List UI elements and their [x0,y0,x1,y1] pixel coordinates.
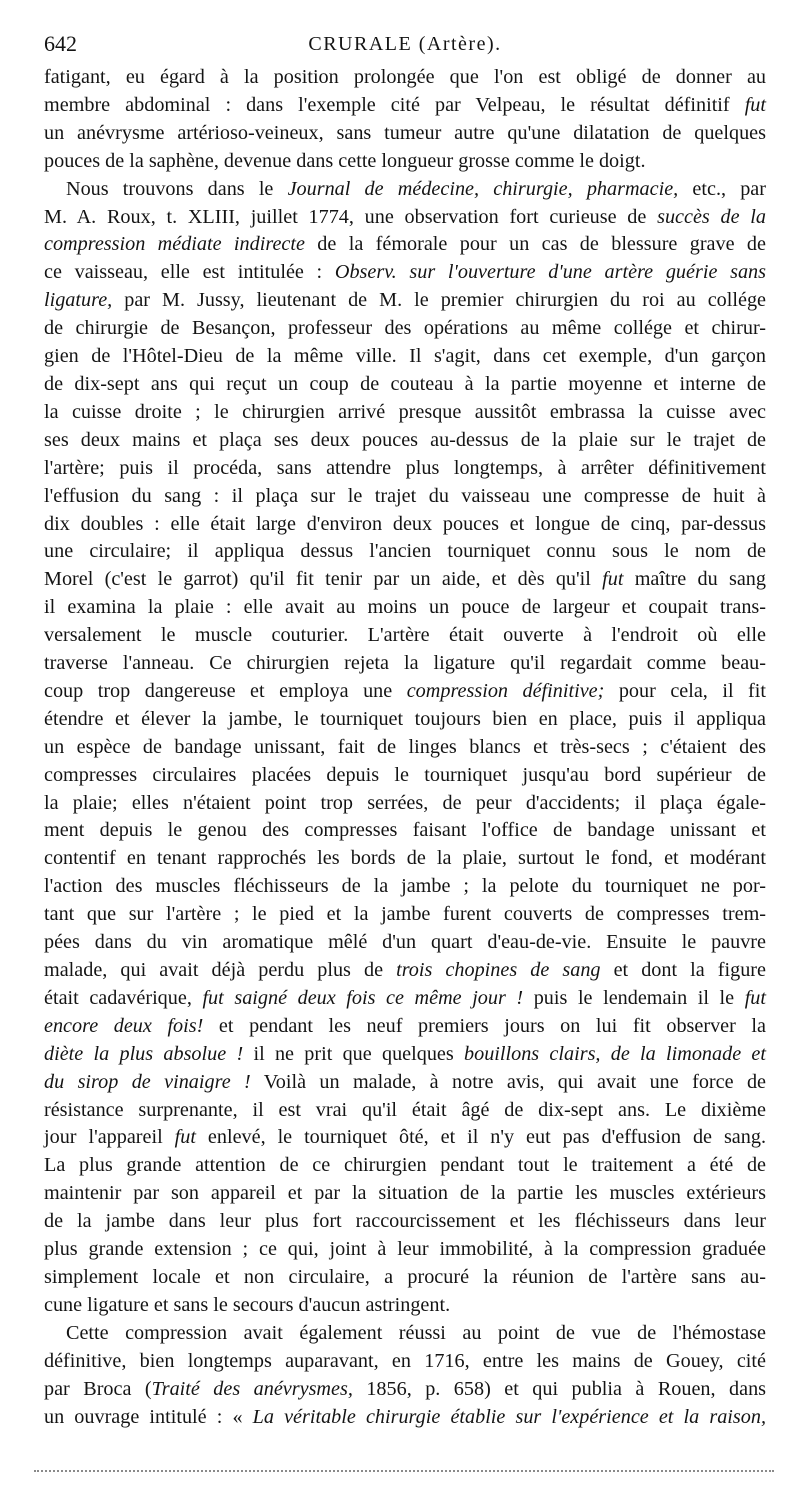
text-line: un anévrysme artérioso-veineux, sans tumeur autre qu'une dilatation de quelques [44,121,766,144]
text-line: il examina la plaie : elle avait au moins un pouce de largeur et coupait trans- [44,596,766,619]
text-line: La plus grande attention de ce chirurgien pendant tout le traitement a été de [44,1154,766,1177]
text-line: gien de l'Hôtel-Dieu de la même ville. Il s'agit, dans cet exemple, d'un garçon [44,345,766,368]
text-line: malade, qui avait déjà perdu plus de trois chopines de sang et dont la figure [44,959,766,981]
text-line: Cette compression avait également réussi au point de vue de l'hémostase [66,1321,766,1344]
body-text [44,64,766,1431]
text-line: la cuisse droite ; le chirurgien arrivé presque aussitôt embrassa la cuisse avec [44,400,766,423]
text-line: par Broca (Traité des anévrysmes, 1856, p. 658) et qui publia à Rouen, dans [44,1377,767,1400]
text-line: de chirurgie de Besançon, professeur des opérations au même collége et chirur- [44,317,766,340]
text-line: résistance surprenante, il est vrai qu'il était âgé de dix-sept ans. Le dixième [44,1098,766,1121]
paragraph [44,64,766,176]
text-line: contentif en tenant rapprochés les bords de la plaie, surtout le fond, et modérant [44,847,766,870]
text-line: tant que sur l'artère ; le pied et la jambe furent couverts de compresses trem- [44,903,766,926]
text-line: ses deux mains et plaça ses deux pouces au-dessus de la plaie sur le trajet de [44,428,766,451]
text-line: définitive, bien longtemps auparavant, en 1716, entre les mains de Gouey, cité [44,1349,766,1372]
text-line: ment depuis le genou des compresses faisant l'office de bandage unissant et [44,819,766,842]
text-line: cune ligature et sans le secours d'aucun astringent. [44,1293,451,1316]
text-line: diète la plus absolue ! il ne prit que quelques bouillons clairs, de la limonade et [44,1042,766,1065]
text-line: compresses circulaires placées depuis le tourniquet jusqu'au bord supérieur de [44,763,766,786]
text-line: ce vaisseau, elle est intitulée : Observ. sur l'ouverture d'une artère guérie sans [44,261,766,284]
page-header [44,30,766,60]
text-line: fatigant, eu égard à la position prolongée que l'on est obligé de donner au [44,66,766,88]
text-line: était cadavérique, fut saigné deux fois ce même jour ! puis le lendemain il le fut [44,986,766,1009]
text-line: compression médiate indirecte de la fémorale pour un cas de blessure grave de [44,233,766,256]
paragraph [44,1320,766,1432]
text-line: ligature, par M. Jussy, lieutenant de M. le premier chirurgien du roi au collége [44,289,766,312]
text-line: plus grande extension ; ce qui, joint à leur immobilité, à la compression graduée [44,1238,766,1261]
text-line: de dix-sept ans qui reçut un coup de couteau à la partie moyenne et interne de [44,372,766,395]
text-line: dix doubles : elle était large d'environ deux pouces et longue de cinq, par-dessus [44,512,766,535]
text-line: du sirop de vinaigre ! Voilà un malade, à notre avis, qui avait une force de [44,1070,766,1093]
text-line: pées dans du vin aromatique mêlé d'un quart d'eau-de-vie. Ensuite le pauvre [44,931,766,954]
text-line: étendre et élever la jambe, le tourniquet toujours bien en place, puis il appliqua [44,707,766,730]
text-line: simplement locale et non circulaire, a procuré la réunion de l'artère sans au- [44,1265,766,1288]
text-line: l'artère; puis il procéda, sans attendre plus longtemps, à arrêter définitivement [44,456,766,479]
text-line: l'effusion du sang : il plaça sur le trajet du vaisseau une compresse de huit à [44,484,766,507]
text-line: jour l'appareil fut enlevé, le tourniquet ôté, et il n'y eut pas d'effusion de sang. [44,1126,766,1149]
text-line: un ouvrage intitulé : « La véritable chirurgie établie sur l'expérience et la raison, [44,1405,766,1428]
paragraph [44,176,766,1320]
text-line: versalement le muscle couturier. L'artère était ouverte à l'endroit où elle [44,624,766,647]
text-line: pouces de la saphène, devenue dans cette longueur grosse comme le doigt. [44,149,646,172]
page-number: 642 [44,31,77,56]
running-title: CRURALE (Artère). [308,33,502,55]
text-line: l'action des muscles fléchisseurs de la jambe ; la pelote du tourniquet ne por- [44,875,766,898]
text-line: M. A. Roux, t. XLIII, juillet 1774, une observation fort curieuse de succès de la [44,205,766,228]
text-line: une circulaire; il appliqua dessus l'ancien tourniquet connu sous le nom de [44,540,766,563]
text-line: de la jambe dans leur plus fort raccourcissement et les fléchisseurs dans leur [44,1210,766,1233]
text-line: membre abdominal : dans l'exemple cité par Velpeau, le résultat définitif fut [44,93,766,116]
text-line: maintenir par son appareil et par la situation de la partie les muscles extérieurs [44,1182,766,1205]
footer-rule [34,1470,774,1472]
text-line: Morel (c'est le garrot) qu'il fit tenir par un aide, et dès qu'il fut maître du sang [44,568,766,591]
text-line: un espèce de bandage unissant, fait de linges blancs et très-secs ; c'étaient des [44,735,766,758]
text-line: coup trop dangereuse et employa une compression définitive; pour cela, il fit [44,679,766,702]
text-line: Nous trouvons dans le Journal de médecine, chirurgie, pharmacie, etc., par [66,177,766,200]
text-line: encore deux fois! et pendant les neuf premiers jours on lui fit observer la [44,1014,766,1037]
text-line: la plaie; elles n'étaient point trop serrées, de peur d'accidents; il plaça égale- [44,791,766,814]
text-line: traverse l'anneau. Ce chirurgien rejeta la ligature qu'il regardait comme beau- [44,652,766,675]
